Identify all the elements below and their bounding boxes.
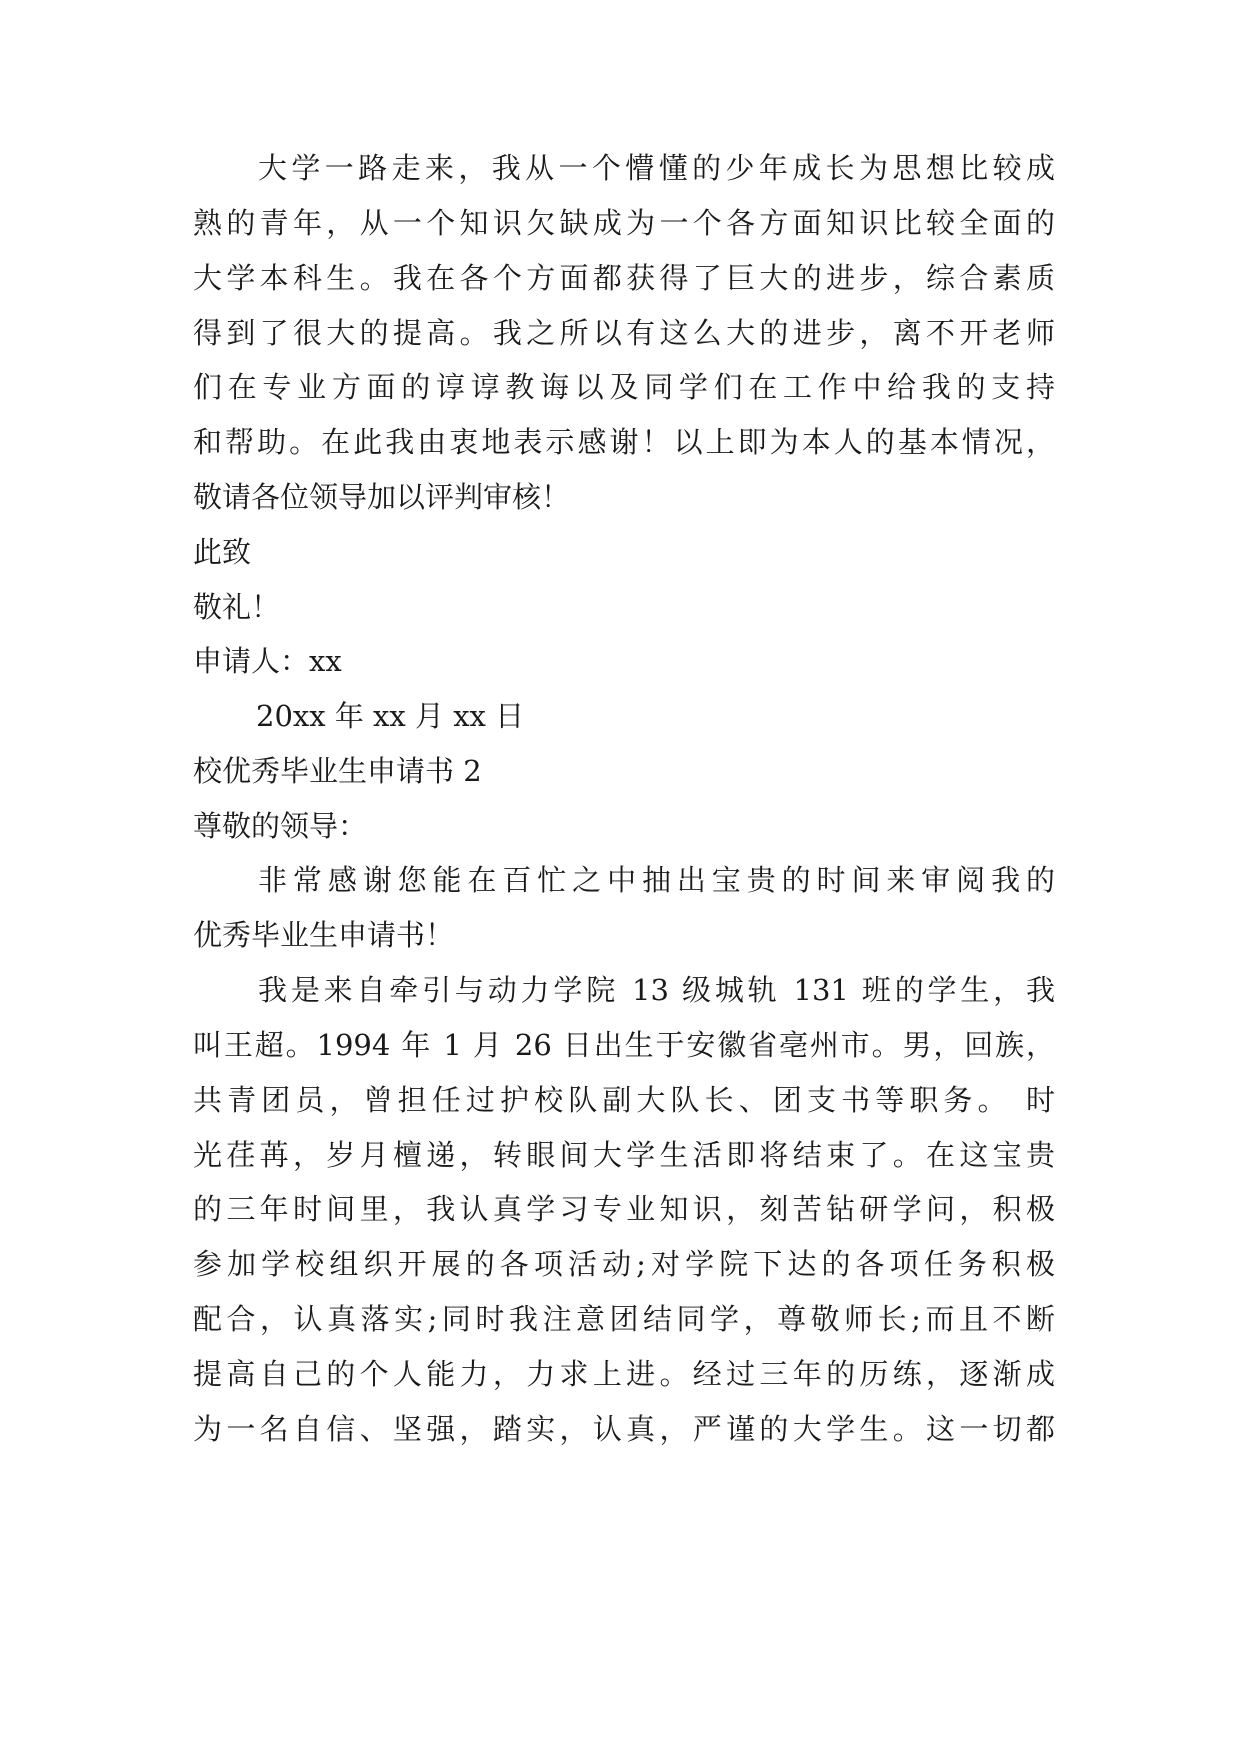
paragraph-line: 参加学校组织开展的各项活动;对学院下达的各项任务积极 xyxy=(193,1247,1055,1281)
paragraph-line: 大学一路走来，我从一个懵懂的少年成长为思想比较成 xyxy=(258,151,1055,185)
greeting: 尊敬的领导： xyxy=(193,809,368,843)
paragraph-line: 们在专业方面的谆谆教诲以及同学们在工作中给我的支持 xyxy=(193,370,1055,404)
paragraph-line: 为一名自信、坚强，踏实，认真，严谨的大学生。这一切都 xyxy=(193,1412,1055,1446)
paragraph-line: 叫王超。1994 年 1 月 26 日出生于安徽省亳州市。男，回族， xyxy=(193,1028,1055,1062)
paragraph-line: 优秀毕业生申请书！ xyxy=(193,918,455,952)
paragraph-line: 我是来自牵引与动力学院 13 级城轨 131 班的学生，我 xyxy=(258,973,1055,1007)
paragraph-line: 提高自己的个人能力，力求上进。经过三年的历练，逐渐成 xyxy=(193,1357,1055,1391)
paragraph-line: 大学本科生。我在各个方面都获得了巨大的进步，综合素质 xyxy=(193,261,1055,295)
paragraph-line: 光荏苒，岁月檀递，转眼间大学生活即将结束了。在这宝贵 xyxy=(193,1138,1055,1172)
salutation-regards: 敬礼！ xyxy=(193,590,281,624)
paragraph-line: 共青团员，曾担任过护校队副大队长、团支书等职务。 时 xyxy=(193,1083,1055,1117)
date-line: 20xx 年 xx 月 xx 日 xyxy=(256,699,525,733)
paragraph-line: 和帮助。在此我由衷地表示感谢！以上即为本人的基本情况， xyxy=(193,425,1055,459)
paragraph-line: 的三年时间里，我认真学习专业知识，刻苦钻研学问，积极 xyxy=(193,1192,1055,1226)
paragraph-line: 配合，认真落实;同时我注意团结同学，尊敬师长;而且不断 xyxy=(193,1302,1055,1336)
paragraph-line: 敬请各位领导加以评判审核！ xyxy=(193,480,571,514)
salutation-closing: 此致 xyxy=(193,535,252,569)
applicant-signature: 申请人：xx xyxy=(193,644,342,678)
section-title: 校优秀毕业生申请书 2 xyxy=(193,754,482,788)
paragraph-line: 非常感谢您能在百忙之中抽出宝贵的时间来审阅我的 xyxy=(258,863,1055,897)
paragraph-line: 熟的青年，从一个知识欠缺成为一个各方面知识比较全面的 xyxy=(193,206,1055,240)
paragraph-line: 得到了很大的提高。我之所以有这么大的进步，离不开老师 xyxy=(193,316,1055,350)
